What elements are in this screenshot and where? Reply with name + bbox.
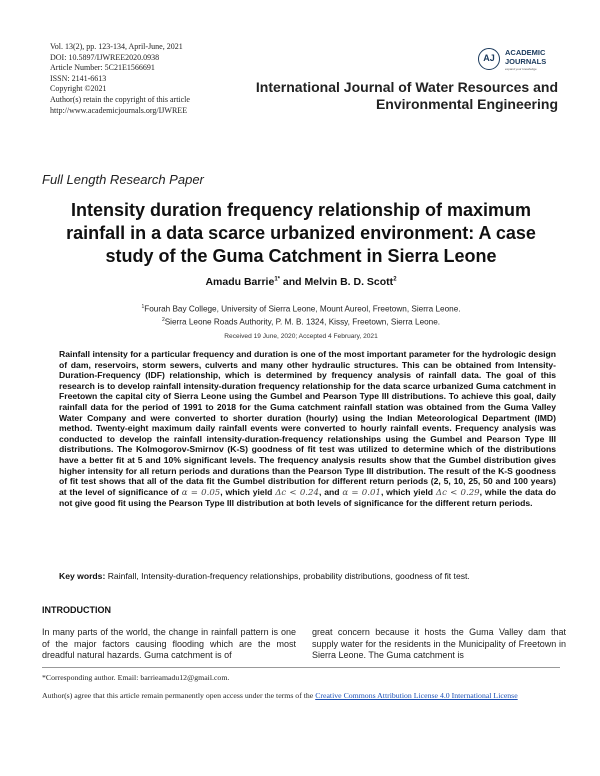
author-2-affiliation-mark: 2 [393,276,397,283]
logo-line1: ACADEMIC [505,48,546,57]
keywords-label: Key words: [59,571,106,581]
publisher-logo [478,44,568,74]
affiliations [40,302,562,327]
author-1-affiliation-mark: 1* [274,276,280,283]
received-accepted-dates: Received 19 June, 2020; Accepted 4 February, 2021 [224,333,378,340]
license-link[interactable]: Creative Commons Attribution License 4.0 International License [315,691,518,700]
meta-issn: ISSN: 2141-6613 [50,73,107,83]
author-conjunction: and [279,276,305,288]
journal-name-line1: International Journal of Water Resources and [255,79,558,95]
logo-line2: JOURNALS [505,56,547,66]
paper-title: Intensity duration frequency relationship of maximum rainfall in a data scarce urbanized environment: A case study of the Guma Catchment in Sierra Leone [66,200,536,266]
logo-mark-icon: AJ [478,48,500,70]
affiliation-2-mark: 2 [161,316,165,323]
paper-type: Full Length Research Paper [42,172,204,187]
author-list [40,276,562,288]
affiliation-2-text: Sierra Leone Roads Authority, P. M. B. 1324, Kissy, Freetown, Sierra Leone. [164,317,441,327]
meta-volume: Vol. 13(2), pp. 123-134, April-June, 2021 [50,42,183,51]
abstract-math-alpha-005: α = 0.05 [181,487,221,498]
affiliation-1-mark: 1 [141,304,145,310]
logo-tagline: expand your knowledge [505,67,537,71]
meta-url[interactable]: http://www.academicjournals.org/IJWREE [50,105,188,115]
affiliation-1 [40,302,562,315]
abstract-text-5: , while the data do not give good fit using the Pearson Type III distribution at both levels of significance for the different return periods. [59,486,557,509]
meta-copyright: Copyright ©2021 [50,84,107,94]
body-column-left: In many parts of the world, the change in rainfall pattern is one of the major factors causing flooding which are the most dreadful natural hazards. Guma catchment is of [42,627,296,661]
logo-wordmark [505,49,546,66]
keywords [59,571,556,582]
meta-doi: DOI: 10.5897/IJWREE2020.0938 [50,52,160,62]
abstract [59,349,556,509]
license-note [42,691,560,702]
license-text: Author(s) agree that this article remain permanently open access under the terms of the [42,691,316,700]
body-column-right: great concern because it hosts the Guma Valley dam that supply water for the residents in the Municipality of Freetown in Sierra Leone. The Guma catchment is [312,627,566,661]
section-heading-introduction: INTRODUCTION [42,605,111,615]
abstract-text-1: Rainfall intensity for a particular frequency and duration is one of the most important parameter for the hydrologic design of dam, reservoirs, storm sewers, culverts and many other hydraulic structures. This can be obtained from Intensity-Duration-Frequency (IDF) relationship, which is determined by frequency analysis of rainfall data. The goal of this research is to develop rainfall intensity-duration frequency relationship for the data scarce urbanized Guma catchment in Freetown the capital city of Sierra Leone using the Gumbel and Pearson Type III distributions. To achieve this goal, daily rainfall data for the period of 1991 to 2018 for the Guma catchment rainfall station was obtained from the Guma Valley Water Company and were converted to shorter duration (hourly) using the Indian Meteorological Department (IMD) method. Twenty-eight maximum daily rainfall events were converted to hourly rainfall events. Frequency analysis was conducted to develop the rainfall intensity-duration-frequency relationships using the Gumbel and Pearson Type III distributions. The Kolmogorov-Smirnov (K-S) goodness of fit test was utilized to determine which of the distributions have a better fit at 5 and 10% significant levels. The frequency analysis results show that the Gumbel distribution gives higher intensity for all return periods and durations than the Pearson Type III distribution. The result of the K-S goodness of fit test shows that all of the data fit the Gumbel distribution for different return periods (2, 5, 10, 25, 50 and 100 years) at the level of significance of [59,349,556,497]
article-metadata [50,42,190,116]
abstract-math-delta-024: Δc < 0.24 [275,487,319,498]
meta-rights: Author(s) retain the copyright of this article [50,94,190,104]
abstract-math-delta-029: Δc < 0.29 [435,487,480,498]
meta-article-number: Article Number: 5C21E1566691 [50,63,155,73]
footer-divider [42,667,560,668]
corresponding-author-note: *Corresponding author. Email: barrieamadu12@gmail.com. [42,673,230,682]
keywords-text: Rainfall, Intensity-duration-frequency relationships, probability distributions, goodness of fit test. [105,571,470,581]
author-2: Melvin B. D. Scott [304,276,394,288]
abstract-text-4: , which yield [380,486,436,497]
affiliation-1-text: Fourah Bay College, University of Sierra Leone, Mount Aureol, Freetown, Sierra Leone. [144,304,461,314]
abstract-math-alpha-001: α = 0.01 [342,487,381,498]
journal-name-line2: Environmental Engineering [375,96,558,112]
journal-name [228,79,558,113]
author-1: Amadu Barrie [205,276,275,288]
affiliation-2 [40,315,562,328]
abstract-text-2: , which yield [220,486,276,497]
abstract-text-3: , and [318,486,343,497]
